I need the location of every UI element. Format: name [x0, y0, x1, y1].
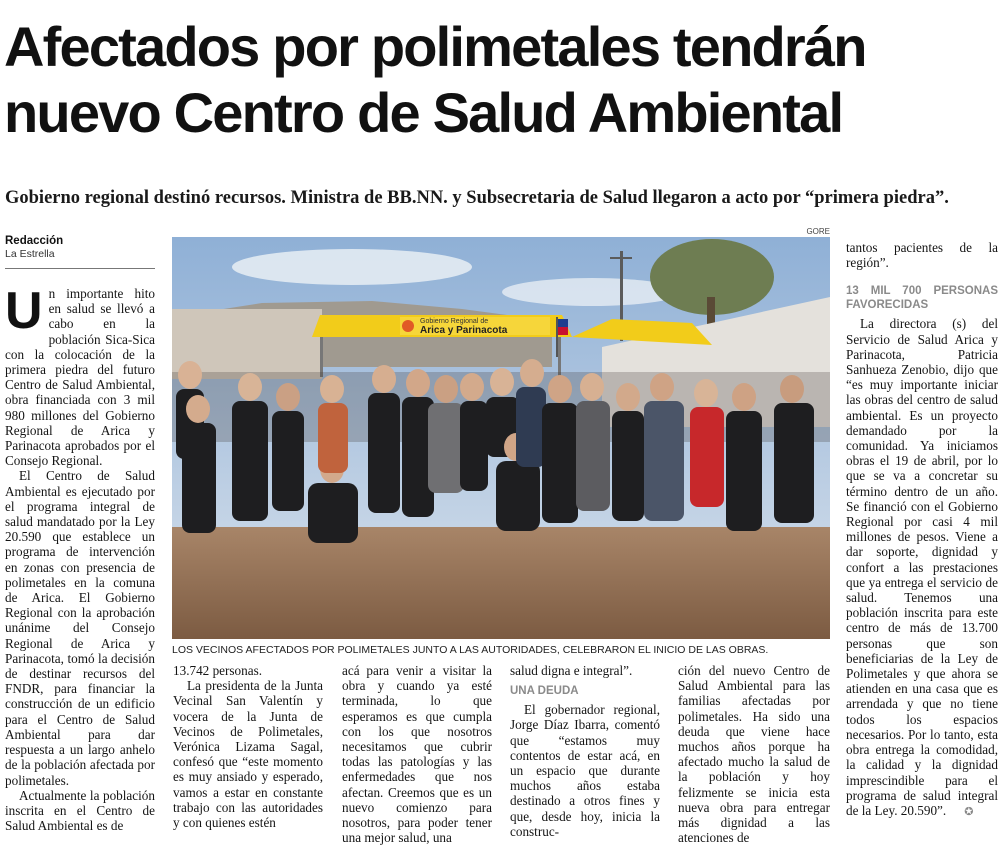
photo-caption: LOS VECINOS AFECTADOS POR POLIMETALES JUNTO A LAS AUTORIDADES, CELEBRARON EL INICIO DE LAS OBRAS.: [172, 644, 769, 656]
paragraph: La directora (s) del Servicio de Salud Arica y Parinacota, Patricia Sanhueza Zenobio, dijo que “es muy importante iniciar las obras del centro de salud ambiental. Es un proyecto demandado por la comunidad. Ya iniciamos obras el 19 de abril, por lo que se va a concretar su término dentro de un año. Se financió con el Gobierno Regional por casi 4 mil millones de pesos. Viene a dar soporte, dignidad y confort a las prestaciones que ya entrega el servicio de salud. Tenemos una población inscrita para este centro de más de 13.700 personas que son beneficiarias de la Ley de Polimetales y que ahora se atienden en una casa que es arrendada y que no tiene todos los espacios necesarios. Por lo tanto, esta obra entrega la comodidad, la calidad y la dignidad imprescindible para el programa de salud integral de la Ley. 20.590”. ✪: [846, 316, 998, 820]
section-heading: UNA DEUDA: [510, 685, 579, 698]
column-6: [846, 240, 998, 820]
paragraph: ción del nuevo Centro de Salud Ambiental para las familias afectadas por polimetales. Ha sido una deuda que viene hace muchos años porque ha afectado mucho la salud de la población y hoy felizmente se inicia esta nueva obra para entregar más dignidad a las atenciones de: [678, 663, 830, 846]
paragraph: tantos pacientes de la región”.: [846, 240, 998, 271]
column-1: [5, 282, 155, 834]
column-2: [173, 663, 323, 830]
section-heading: 13 MIL 700 PERSONAS FAVORECIDAS: [846, 285, 998, 312]
subheadline: Gobierno regional destinó recursos. Ministra de BB.NN. y Subsecretaria de Salud llegaron a acto por “primera piedra”.: [5, 188, 949, 208]
paragraph: Actualmente la población inscrita en el Centro de Salud Ambiental es de: [5, 787, 155, 834]
byline-author: Redacción: [5, 235, 64, 247]
paragraph: El Centro de Salud Ambiental es ejecutado por el programa integral de salud mandatado por la Ley 20.590 que establece un programa de intervención en zonas con presencia de polimetales en la comuna de Arica. El Gobierno Regional con la aprobación unánime del Consejo Regional de Arica y Parinacota, tomó la decisión de destinar recursos del FNDR, para financiar la construcción de un edificio para el Centro de Salud Ambiental para dar respuesta a un largo anhelo de la población afectada por polimetales.: [5, 468, 155, 788]
tent-banner-line-2: Arica y Parinacota: [420, 325, 508, 336]
paragraph: 13.742 personas.: [173, 663, 263, 678]
headline-line-1: Afectados por polimetales tendrán: [4, 15, 866, 78]
paragraph: La presidenta de la Junta Vecinal San Valentín y vocera de la Junta de Vecinos de Polimetales, Verónica Lizama Sagal, confesó que “este momento es muy ansiado y esperado, vamos a estar en constante trabajo con las autoridades y con quienes estén: [173, 678, 323, 831]
byline-outlet: La Estrella: [5, 248, 55, 260]
drop-cap: U: [5, 282, 43, 340]
tent-banner-line-1: Gobierno Regional de: [420, 318, 489, 325]
end-of-article-icon: ✪: [964, 805, 974, 818]
photo-credit: GORE: [806, 227, 830, 236]
byline: [5, 235, 155, 261]
paragraph: acá para venir a visitar la obra y cuando ya esté terminada, lo que esperamos es que cumpla con los que nosotros necesitamos que cubrir todas las patologías y las enfermedades que nos afectan. Creemos que es un nuevo comienzo para nosotros, para poder tener una mejor salud, una: [342, 663, 492, 846]
paragraph: El gobernador regional, Jorge Díaz Ibarra, comentó que “estamos muy contentos de estar acá, en un espacio que durante muchos años estaba destinado a otros fines y que, desde hoy, inicia la construc-: [510, 702, 660, 839]
column-5: [678, 663, 830, 845]
byline-divider: [5, 268, 155, 269]
event-photo: [172, 237, 830, 639]
paragraph: salud digna e integral”.: [510, 663, 633, 678]
column-3: [342, 663, 492, 845]
photo-illustration: [172, 237, 830, 639]
headline: [4, 14, 998, 146]
lead-paragraph: Un importante hito en salud se llevó a cabo en la población Sica-Sica con la colocación de la primera piedra del futuro Centro de Salud Ambiental, obra financiada con 3 mil 980 millones del Gobierno Regional de Arica y Parinacota aprobados por el Consejo Regional.: [5, 282, 155, 469]
headline-line-2: nuevo Centro de Salud Ambiental: [4, 81, 843, 144]
column-4: [510, 663, 660, 839]
